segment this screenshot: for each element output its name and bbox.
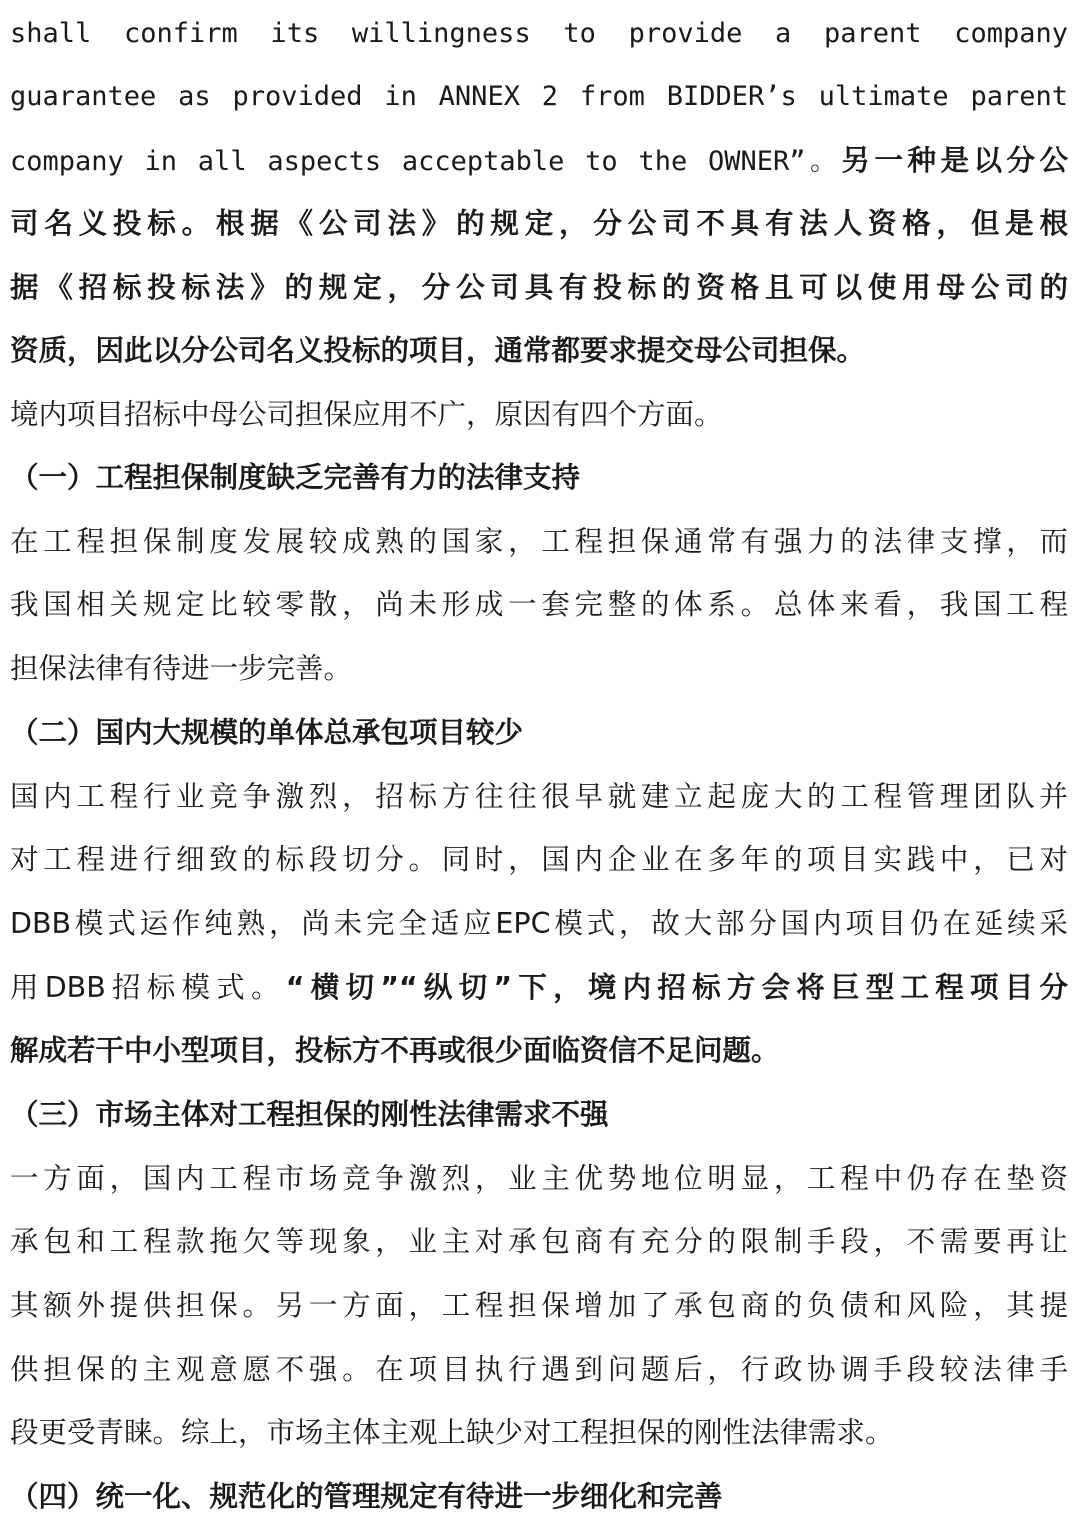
- text-line: 司名义投标。根据《公司法》的规定，分公司不具有法人资格，但是根: [10, 207, 1068, 240]
- text-line: 一方面，国内工程市场竞争激烈，业主优势地位明显，工程中仍存在垫资: [10, 1162, 1068, 1195]
- text-line: 在工程担保制度发展较成熟的国家，工程担保通常有强力的法律支撑，而: [10, 525, 1068, 558]
- text-line: 据《招标投标法》的规定，分公司具有投标的资格且可以使用母公司的: [10, 271, 1068, 304]
- section-heading: （二）国内大规模的单体总承包项目较少: [10, 716, 524, 749]
- section-heading: （四）统一化、规范化的管理规定有待进一步细化和完善: [10, 1480, 723, 1513]
- section-heading: （一）工程担保制度缺乏完善有力的法律支持: [10, 461, 581, 494]
- text-line: 担保法律有待进一步完善。: [10, 652, 353, 685]
- text-line: company in all aspects acceptable to the OWNER”。另一种是以分公: [10, 144, 1068, 177]
- text-line: 用DBB招标模式。“横切”“纵切”下，境内招标方会将巨型工程项目分: [10, 971, 1068, 1004]
- text-line: 资质，因此以分公司名义投标的项目，通常都要求提交母公司担保。: [10, 334, 866, 367]
- text-line: shall confirm its willingness to provide a parent company: [10, 18, 1068, 49]
- text-line: 对工程进行细致的标段切分。同时，国内企业在多年的项目实践中，已对: [10, 843, 1068, 876]
- text-line: guarantee as provided in ANNEX 2 from BIDDER’s ultimate parent: [10, 81, 1068, 112]
- text-line: 其额外提供担保。另一方面，工程担保增加了承包商的负债和风险，其提: [10, 1289, 1068, 1322]
- section-heading: （三）市场主体对工程担保的刚性法律需求不强: [10, 1098, 609, 1131]
- text-line: 承包和工程款拖欠等现象，业主对承包商有充分的限制手段，不需要再让: [10, 1225, 1068, 1258]
- text-line: 解成若干中小型项目，投标方不再或很少面临资信不足问题。: [10, 1034, 780, 1067]
- text-line: 我国相关规定比较零散，尚未形成一套完整的体系。总体来看，我国工程: [10, 588, 1068, 621]
- text-line: 段更受青睐。综上，市场主体主观上缺少对工程担保的刚性法律需求。: [10, 1416, 894, 1449]
- text-line: 国内工程行业竞争激烈，招标方往往很早就建立起庞大的工程管理团队并: [10, 780, 1068, 813]
- text-line: 供担保的主观意愿不强。在项目执行遇到问题后，行政协调手段较法律手: [10, 1353, 1068, 1386]
- text-line: DBB模式运作纯熟，尚未完全适应EPC模式，故大部分国内项目仍在延续采: [10, 907, 1068, 940]
- text-line: 境内项目招标中母公司担保应用不广，原因有四个方面。: [10, 398, 723, 431]
